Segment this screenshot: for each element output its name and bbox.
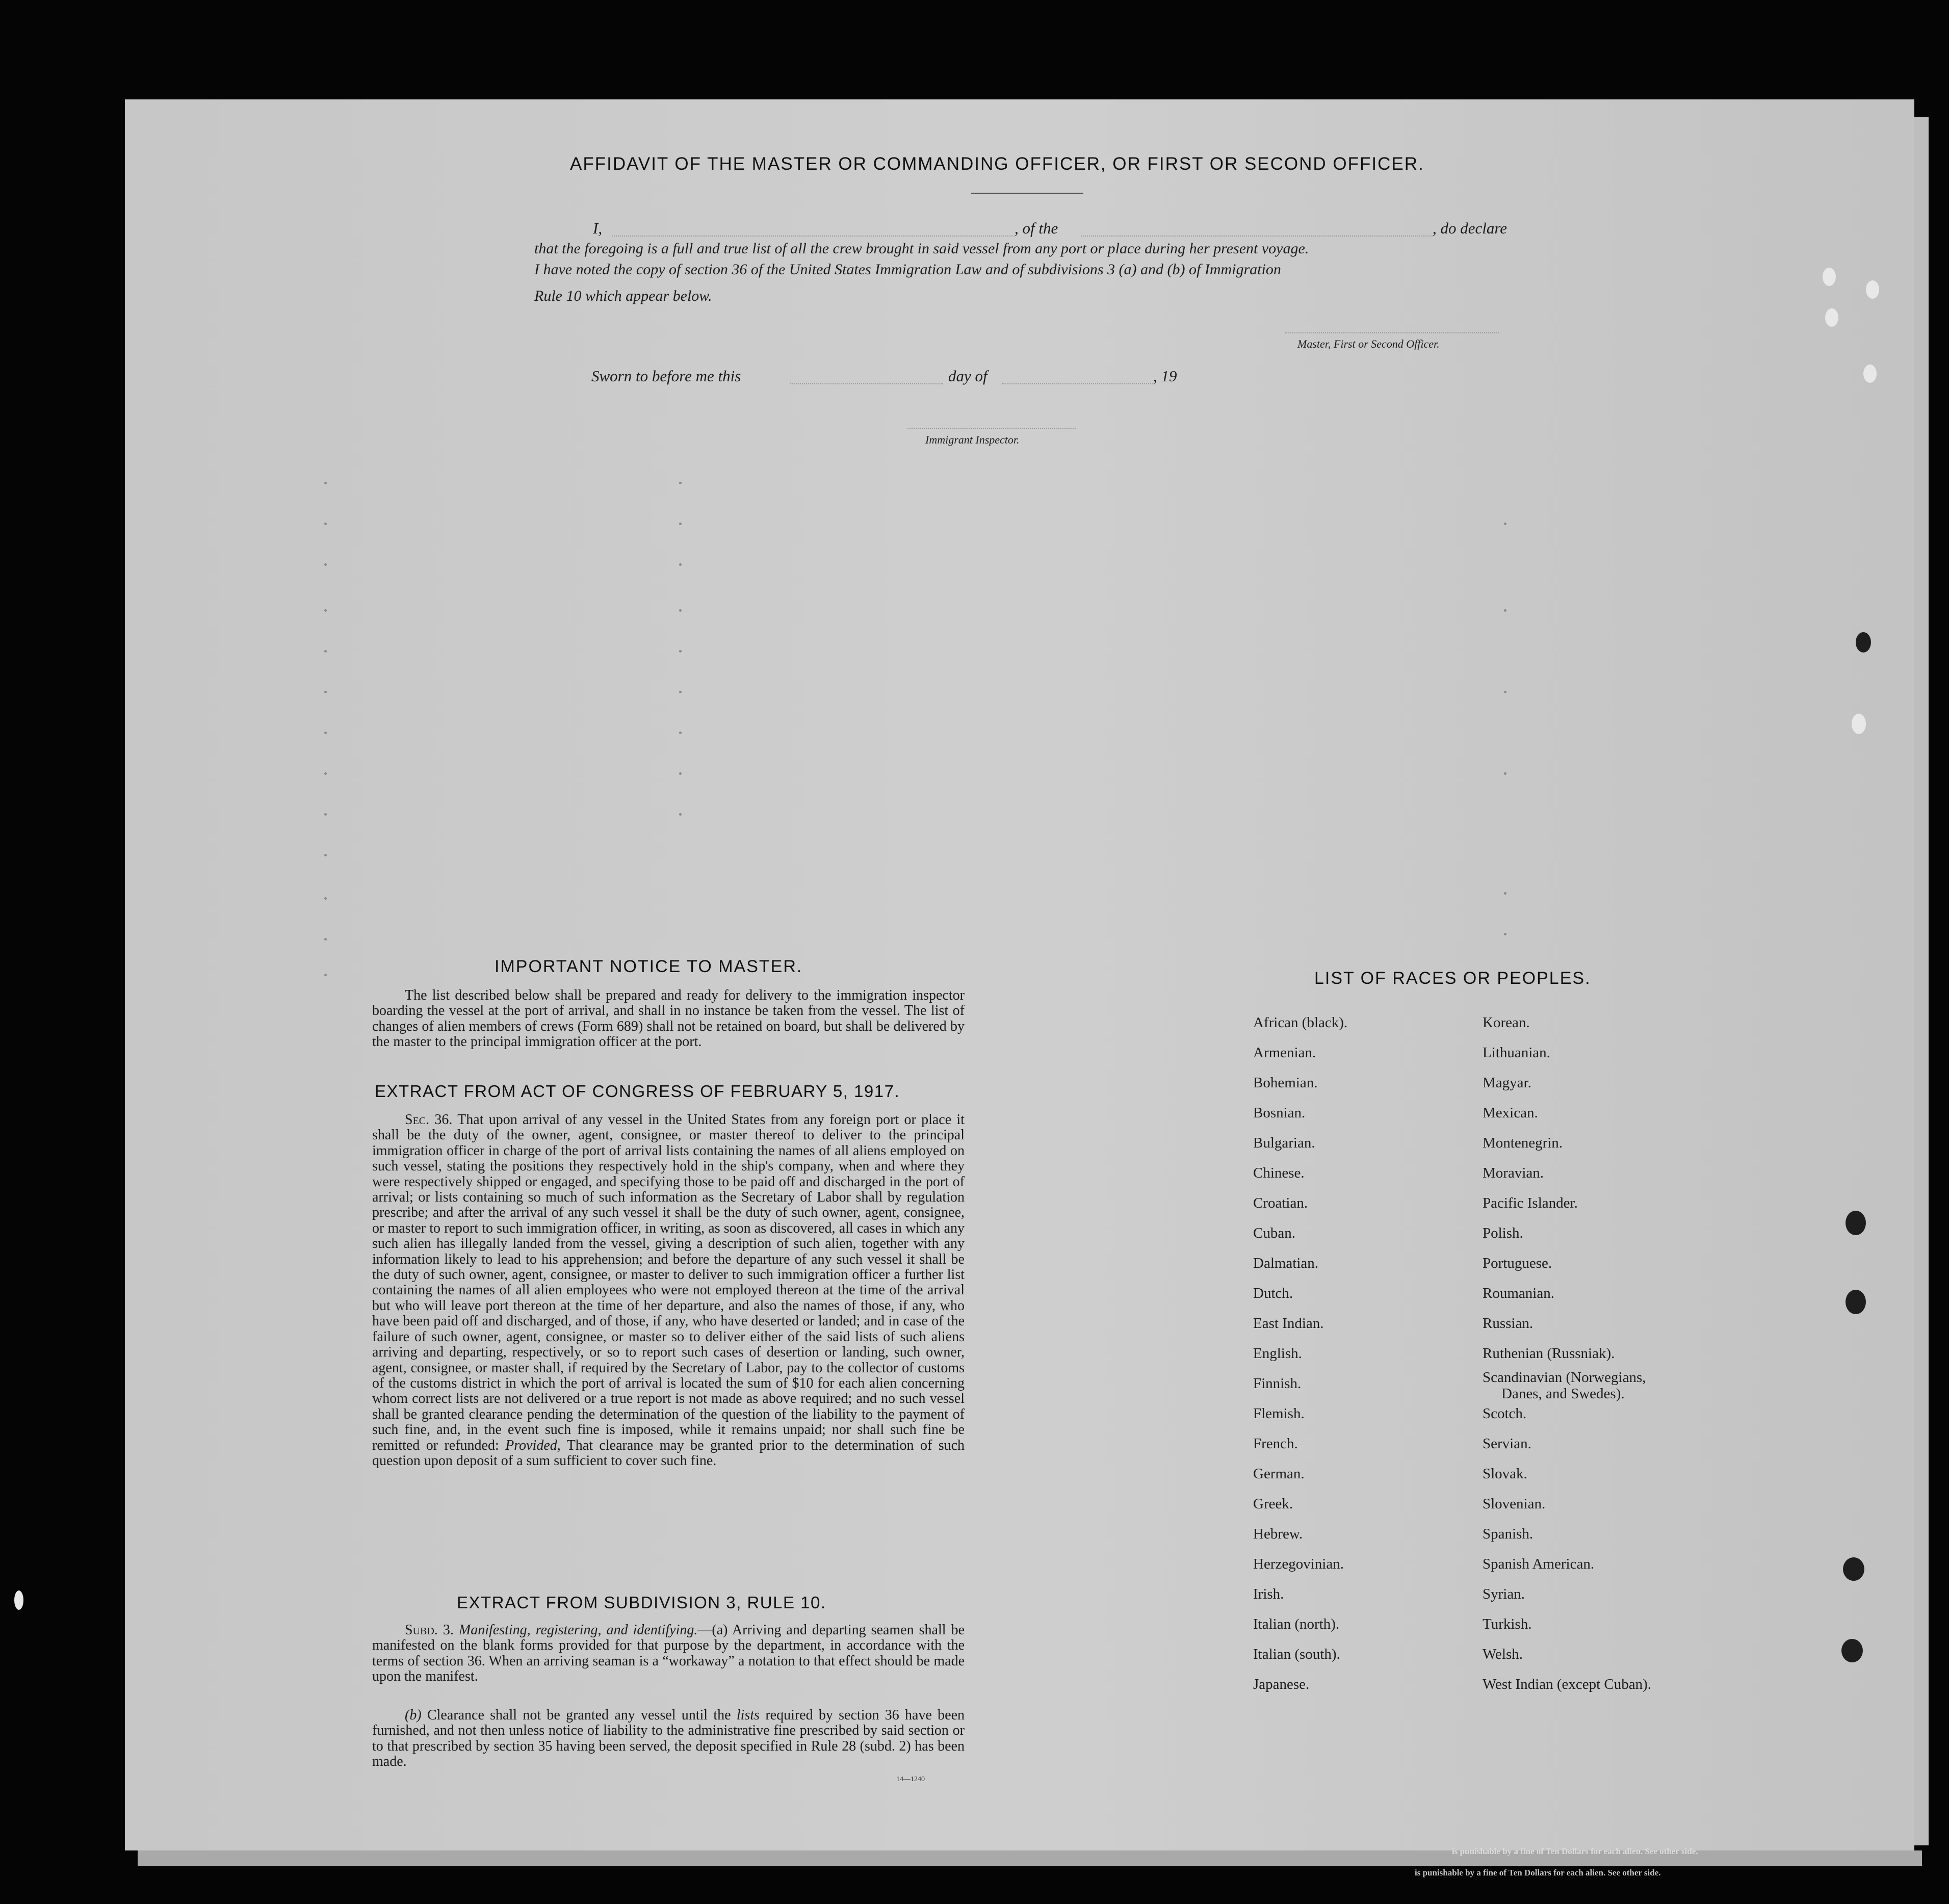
ledger-dot	[1504, 892, 1506, 895]
affidavit-line1-of-the: , of the	[1015, 219, 1058, 237]
punch-hole	[1846, 1290, 1866, 1314]
race-item-left: African (black).	[1253, 1014, 1348, 1031]
act-sec-label: Sec. 36.	[405, 1112, 453, 1128]
rule-b-text-2: required by section 36 have been furnished, and not then unless notice of liability to the administrative fine prescribed by said section or to that prescribed by section 35 having been served, the deposit specified in Rule 28 (subd. 2) has been made.	[372, 1707, 965, 1770]
race-item-right: Syrian.	[1483, 1586, 1525, 1602]
race-item-left: East Indian.	[1253, 1315, 1324, 1332]
inspector-signature-blank	[907, 428, 1076, 429]
race-item-left: Irish.	[1253, 1586, 1284, 1602]
rule-subd-b	[372, 1708, 965, 1770]
ledger-dot	[679, 813, 682, 816]
punch-hole	[1866, 280, 1879, 299]
punch-hole	[1825, 308, 1838, 327]
race-item-left: Bohemian.	[1253, 1075, 1318, 1091]
races-title: LIST OF RACES OR PEOPLES.	[1314, 969, 1591, 988]
ledger-dot	[324, 938, 327, 941]
race-item-right: Lithuanian.	[1483, 1045, 1550, 1061]
rule-a-text: —(a) Arriving and departing seamen shall be manifested on the blank forms provided for that purpose by the department, in accordance with the terms of section 36. When an arriving seaman is a “workaway” a notation to that effect should be made upon the manifest.	[372, 1622, 965, 1685]
act-title: EXTRACT FROM ACT OF CONGRESS OF FEBRUARY 5, 1917.	[375, 1082, 900, 1101]
affidavit-line4: Rule 10 which appear below.	[534, 288, 712, 304]
race-item-left: Finnish.	[1253, 1375, 1302, 1392]
punch-hole	[1823, 268, 1836, 286]
race-item-right: Spanish American.	[1483, 1556, 1595, 1572]
ledger-dot	[1504, 609, 1506, 612]
ledger-dot	[324, 609, 327, 612]
inspector-caption: Immigrant Inspector.	[925, 433, 1020, 446]
race-item-right: Korean.	[1483, 1014, 1530, 1031]
form-number: 14—1240	[896, 1776, 925, 1783]
sworn-text: Sworn to before me this	[591, 367, 741, 385]
race-item-left: Herzegovinian.	[1253, 1556, 1344, 1572]
ledger-dot	[679, 482, 682, 484]
affidavit-vessel-blank	[1081, 236, 1433, 237]
act-body	[372, 1112, 965, 1469]
race-item-right: Welsh.	[1483, 1646, 1523, 1662]
race-item-left: English.	[1253, 1345, 1302, 1362]
race-item-right: Magyar.	[1483, 1075, 1531, 1091]
race-item-left: Hebrew.	[1253, 1526, 1303, 1542]
rule-title: EXTRACT FROM SUBDIVISION 3, RULE 10.	[457, 1593, 826, 1612]
race-item-right: Ruthenian (Russniak).	[1483, 1345, 1615, 1362]
ledger-dot	[324, 523, 327, 525]
act-provided: Provided,	[505, 1437, 561, 1453]
sworn-year: , 19	[1153, 367, 1177, 385]
rule-b-lists: lists	[736, 1707, 760, 1723]
ledger-dot	[679, 691, 682, 693]
race-item-left: Italian (south).	[1253, 1646, 1340, 1662]
notice-title: IMPORTANT NOTICE TO MASTER.	[495, 957, 803, 976]
race-item-right-continuation: Danes, and Swedes).	[1501, 1386, 1625, 1402]
ledger-dot	[324, 897, 327, 900]
ledger-dot	[1504, 772, 1506, 775]
race-item-left: Bulgarian.	[1253, 1135, 1315, 1151]
ledger-dot	[324, 563, 327, 566]
race-item-right: Moravian.	[1483, 1165, 1544, 1181]
ledger-dot	[679, 523, 682, 525]
page-edge-right	[1914, 117, 1929, 1845]
race-item-right: Roumanian.	[1483, 1285, 1554, 1301]
rule-b-text-1: Clearance shall not be granted any vessel until the	[427, 1707, 731, 1723]
ledger-dot	[324, 691, 327, 693]
affidavit-line1-declare: , do declare	[1433, 219, 1508, 237]
punch-hole	[1856, 632, 1871, 653]
race-item-right: Turkish.	[1483, 1616, 1532, 1632]
affidavit-title-rule	[971, 193, 1083, 194]
punch-hole	[1846, 1211, 1866, 1235]
affidavit-line3: I have noted the copy of section 36 of the United States Immigration Law and of subdivisions 3 (a) and (b) of Immigration	[534, 261, 1281, 278]
race-item-left: Croatian.	[1253, 1195, 1308, 1211]
race-item-left: Chinese.	[1253, 1165, 1305, 1181]
punch-hole	[1841, 1639, 1863, 1662]
race-item-right: Pacific Islander.	[1483, 1195, 1578, 1211]
punch-hole	[1843, 1557, 1864, 1581]
ledger-dot	[324, 974, 327, 976]
race-item-right: Portuguese.	[1483, 1255, 1552, 1271]
race-item-left: French.	[1253, 1436, 1298, 1452]
signature-blank	[1285, 332, 1499, 333]
affidavit-line1-i: I,	[593, 219, 603, 237]
rule-subd-label: Subd. 3.	[405, 1622, 454, 1638]
race-item-left: Japanese.	[1253, 1676, 1310, 1692]
race-item-right: Slovak.	[1483, 1466, 1527, 1482]
ledger-dot	[324, 854, 327, 856]
notice-body	[372, 988, 965, 1050]
affidavit-name-blank	[612, 236, 1015, 237]
ledger-dot	[1504, 691, 1506, 693]
race-item-right: Slovenian.	[1483, 1496, 1546, 1512]
sworn-day-blank	[790, 383, 943, 384]
race-item-left: Flemish.	[1253, 1405, 1305, 1422]
sworn-day-of: day of	[948, 367, 988, 385]
race-item-right: West Indian (except Cuban).	[1483, 1676, 1652, 1692]
race-item-right: Scotch.	[1483, 1405, 1527, 1422]
signature-caption: Master, First or Second Officer.	[1297, 337, 1440, 350]
footer-line-2: is punishable by a fine of Ten Dollars for each alien. See other side.	[1415, 1868, 1661, 1877]
race-item-left: Armenian.	[1253, 1045, 1316, 1061]
ledger-dot	[324, 482, 327, 484]
race-item-right: Polish.	[1483, 1225, 1523, 1241]
race-item-left: Bosnian.	[1253, 1105, 1306, 1121]
race-item-right: Montenegrin.	[1483, 1135, 1563, 1151]
document-sheet	[125, 99, 1914, 1850]
ledger-dot	[679, 732, 682, 734]
race-item-left: Cuban.	[1253, 1225, 1295, 1241]
ledger-dot	[679, 609, 682, 612]
race-item-right: Mexican.	[1483, 1105, 1538, 1121]
ledger-dot	[324, 772, 327, 775]
rule-b-label: (b)	[405, 1707, 422, 1723]
race-item-left: Dutch.	[1253, 1285, 1293, 1301]
punch-hole	[14, 1590, 23, 1610]
race-item-left: Dalmatian.	[1253, 1255, 1319, 1271]
race-item-left: German.	[1253, 1466, 1305, 1482]
race-item-left: Italian (north).	[1253, 1616, 1340, 1632]
affidavit-title: AFFIDAVIT OF THE MASTER OR COMMANDING OFFICER, OR FIRST OR SECOND OFFICER.	[570, 154, 1424, 174]
race-item-right: Russian.	[1483, 1315, 1534, 1332]
ledger-dot	[679, 563, 682, 566]
race-item-left: Greek.	[1253, 1496, 1293, 1512]
ledger-dot	[1504, 933, 1506, 935]
notice-body-text: The list described below shall be prepared and ready for delivery to the immigration inspector boarding the vessel at the port of arrival, and shall in no instance be taken from the vessel. The list of changes of alien members of crews (Form 689) shall not be retained on board, but shall be delivered by the master to the principal immigration officer at the port.	[372, 987, 965, 1050]
footer-line-1: is punishable by a fine of Ten Dollars for each alien. See other side.	[1452, 1846, 1698, 1856]
act-body-text: That upon arrival of any vessel in the United States from any foreign port or place it shall be the duty of the owner, agent, consignee, or master thereof to deliver to the principal immigration officer in charge of the port of arrival lists containing the names of all aliens employed on such vessel, stating the positions they respectively hold in the ship's company, when and where they were respectively shipped or engaged, and specifying those to be paid off and discharged in the port of arrival; or lists containing so much of such information as the Secretary of Labor shall by regulation prescribe; and after the arrival of any such vessel it shall be the duty of such owner, agent, consignee, or master to report to such immigration officer, in writing, as soon as discovered, all cases in which any such alien has illegally landed from the vessel, giving a description of such alien, together with any information likely to lead to his apprehension; and before the departure of any such vessel it shall be the duty of such owner, agent, consignee, or master to deliver to such immigration officer a further list containing the names of all alien employees who were not employed thereon at the time of the arrival but who will leave port thereon at the time of her departure, and also the names of those, if any, who have been paid off and discharged, and of those, if any, who have deserted or landed; and in case of the failure of such owner, agent, consignee, or master so to deliver either of the said lists of such aliens arriving and departing, respectively, or so to report such cases of desertion or landing, such owner, agent, consignee, or master shall, if required by the Secretary of Labor, pay to the collector of customs of the customs district in which the port of arrival is located the sum of $10 for each alien concerning whom correct lists are not delivered or a true report is not made as above required; and no such vessel shall be granted clearance pending the determination of the question of the liability to the payment of such fine, and, in the event such fine is imposed, while it remains unpaid; nor shall such fine be remitted or refunded:	[372, 1112, 965, 1453]
ledger-dot	[1504, 523, 1506, 525]
punch-hole	[1852, 714, 1866, 734]
ledger-dot	[324, 732, 327, 734]
rule-subd-a	[372, 1623, 965, 1685]
ledger-dot	[324, 650, 327, 653]
sworn-month-blank	[1002, 383, 1155, 384]
act-body-end: That clearance may be granted prior to the determination of such question upon deposit of a sum sufficient to cover such fine.	[372, 1437, 965, 1469]
ledger-dot	[679, 650, 682, 653]
race-item-right: Servian.	[1483, 1436, 1531, 1452]
rule-subd-title: Manifesting, registering, and identifying.	[458, 1622, 698, 1638]
punch-hole	[1863, 364, 1877, 383]
affidavit-line2: that the foregoing is a full and true list of all the crew brought in said vessel from any port or place during her present voyage.	[534, 240, 1309, 257]
race-item-right: Spanish.	[1483, 1526, 1534, 1542]
ledger-dot	[679, 772, 682, 775]
race-item-right: Scandinavian (Norwegians,	[1483, 1369, 1646, 1386]
ledger-dot	[324, 813, 327, 816]
